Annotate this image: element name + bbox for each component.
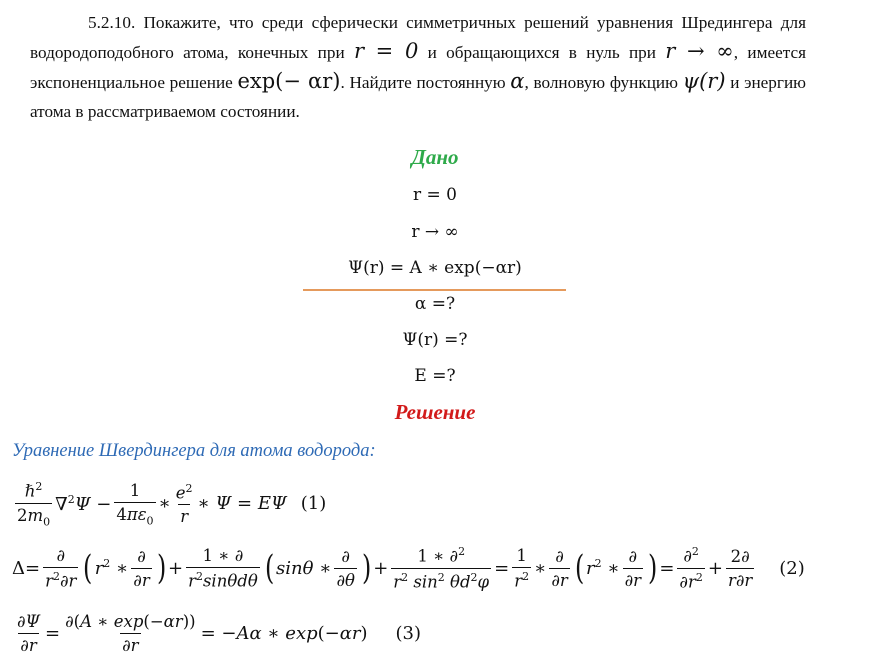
- equation-3: $\frac{\partial\Psi}{\partial r}$ = $\frac{\partial(A ∗ \exp(-\alpha r))}{\partial r}$ = −Aα ∗ exp(−αr) (3): [17, 612, 422, 655]
- problem-text-1: 5.2.10. Покажите, что среди сферически симметричных решений уравнения Шредингера для водородоподобного атома, конечных при: [30, 13, 806, 62]
- problem-math-psi: ψ(r): [682, 69, 726, 93]
- problem-text-2: и обращающихся в нуль при: [418, 43, 666, 62]
- given-line-4: α =?: [414, 294, 456, 314]
- given-line-5: Ψ(r) =?: [402, 330, 468, 350]
- equation-1: $\frac{\hbar^2}{2m_0}$ ∇$^2$Ψ − $\frac{1}{4\pi\varepsilon_0}$ ∗ $\frac{e^2}{r}$ ∗ Ψ = EΨ (1): [17, 480, 327, 528]
- solution-subheading: Уравнение Швердингера для атома водорода:: [12, 441, 376, 461]
- eq1-frac-coulomb: $\frac{1}{4\pi\varepsilon_0}$: [116, 480, 154, 528]
- eq2-number: (2): [779, 557, 805, 579]
- solution-heading: Решение: [394, 400, 476, 424]
- problem-math-r0: r = 0: [353, 39, 419, 63]
- eq1-frac-e2r: $\frac{e^2}{r}$: [175, 481, 193, 527]
- eq1-frac-hbar: $\frac{\hbar^2}{2m_0}$: [17, 480, 51, 528]
- problem-math-exp: exp(− αr): [237, 69, 341, 93]
- eq1-number: (1): [300, 493, 327, 515]
- problem-text-6: и энергию атома в рассматриваемом состоянии.: [30, 73, 806, 121]
- given-heading: Дано: [411, 145, 459, 169]
- problem-statement: [30, 8, 806, 126]
- given-line-2: r → ∞: [411, 222, 459, 242]
- given-line-6: E =?: [414, 366, 456, 386]
- given-divider: [303, 289, 566, 291]
- given-line-3: Ψ(r) = A ∗ exp(−αr): [348, 258, 522, 278]
- equation-2: Δ= $\frac{\partial}{r^2\partial r}$ ( $r^2$ ∗ $\frac{\partial}{\partial r}$ ) + $\frac{1 ∗ \partial}{r^2\sin\theta d\theta}$ ( sinθ ∗ $\frac{\partial}{\partial\theta}$ ) + $\frac{1 ∗ \partial^2}{r^2 \sin^2 \theta d^2\varphi}$ = $\frac{1}{r^2}$ ∗ $\frac{\partial}{\partial r}$ ( $r^2$ ∗ $\frac{\partial}{\partial r}$ ) = $\frac{\partial^2}{\partial r^2}$ + $\frac{2\partial}{r\partial r}$ (2): [12, 545, 805, 591]
- problem-math-alpha: α: [510, 69, 525, 93]
- problem-math-rinf: r → ∞: [665, 39, 734, 63]
- problem-text-5: , волновую функцию: [524, 73, 683, 92]
- problem-text-4: . Найдите постоянную: [340, 73, 511, 92]
- eq3-number: (3): [395, 623, 422, 644]
- given-line-1: r = 0: [413, 185, 457, 205]
- problem-text-3: , имеется экспоненциальное решение: [30, 43, 806, 92]
